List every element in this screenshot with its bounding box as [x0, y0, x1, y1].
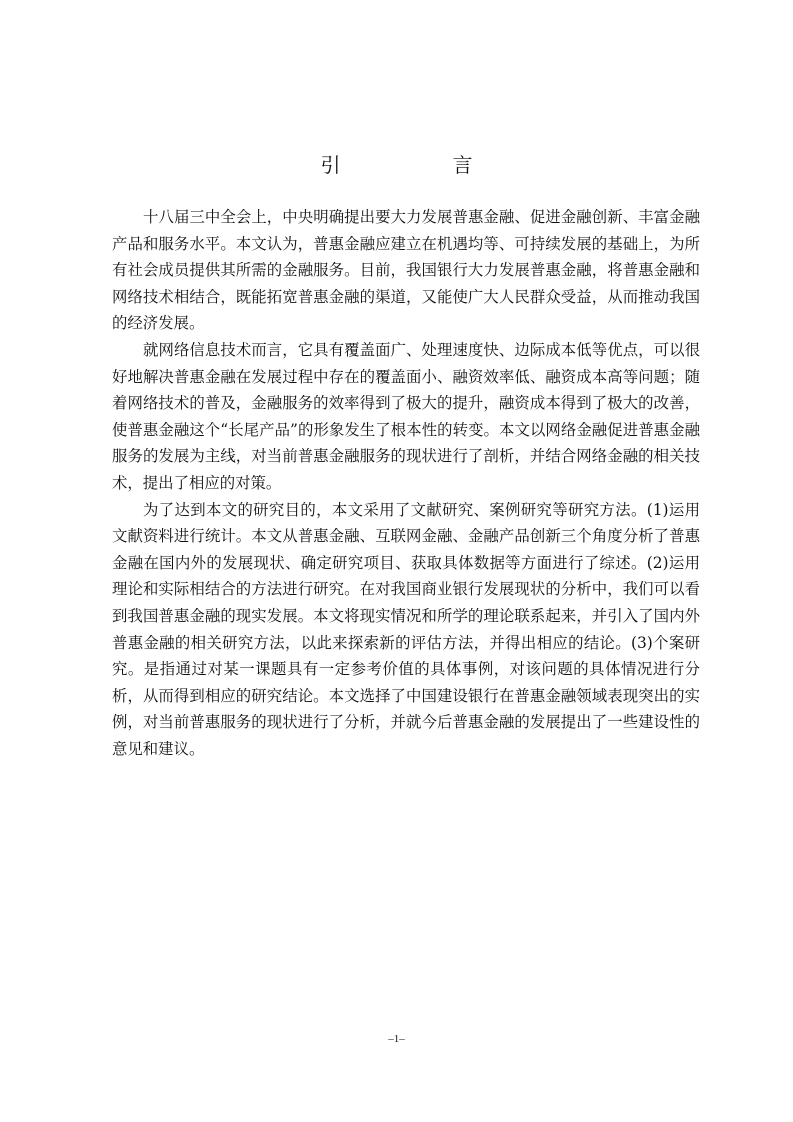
- paragraph-1: 十八届三中全会上，中央明确提出要大力发展普惠金融、促进金融创新、丰富金融产品和服务水平。本文认为，普惠金融应建立在机遇均等、可持续发展的基础上，为所有社会成员提供其所需的金融服务。目前，我国银行大力发展普惠金融，将普惠金融和网络技术相结合，既能拓宽普惠金融的渠道，又能使广大人民群众受益，从而推动我国的经济发展。: [112, 208, 700, 333]
- page-number: –1–: [388, 1033, 405, 1045]
- paragraph-3: 为了达到本文的研究目的，本文采用了文献研究、案例研究等研究方法。(1)运用文献资料进行统计。本文从普惠金融、互联网金融、金融产品创新三个角度分析了普惠金融在国内外的发展现状、确定研究项目、获取具体数据等方面进行了综述。(2)运用理论和实际相结合的方法进行研究。在对我国商业银行发展现状的分析中，我们可以看到我国普惠金融的现实发展。本文将现实情况和所学的理论联系起来，并引入了国内外普惠金融的相关研究方法，以此来探索新的评估方法，并得出相应的结论。(3)个案研究。是指通过对某一课题具有一定参考价值的具体事例，对该问题的具体情况进行分析，从而得到相应的研究结论。本文选择了中国建设银行在普惠金融领域表现突出的实例，对当前普惠服务的现状进行了分析，并就今后普惠金融的发展提出了一些建设性的意见和建议。: [112, 500, 700, 758]
- paragraph-2: 就网络信息技术而言，它具有覆盖面广、处理速度快、边际成本低等优点，可以很好地解决普惠金融在发展过程中存在的覆盖面小、融资效率低、融资成本高等问题；随着网络技术的普及，金融服务的效率得到了极大的提升，融资成本得到了极大的改善，使普惠金融这个“长尾产品”的形象发生了根本性的转变。本文以网络金融促进普惠金融服务的发展为主线，对当前普惠金融服务的现状进行了剖析，并结合网络金融的相关技术，提出了相应的对策。: [112, 340, 700, 492]
- section-title: 引 言: [320, 153, 519, 177]
- body-text: [112, 204, 700, 762]
